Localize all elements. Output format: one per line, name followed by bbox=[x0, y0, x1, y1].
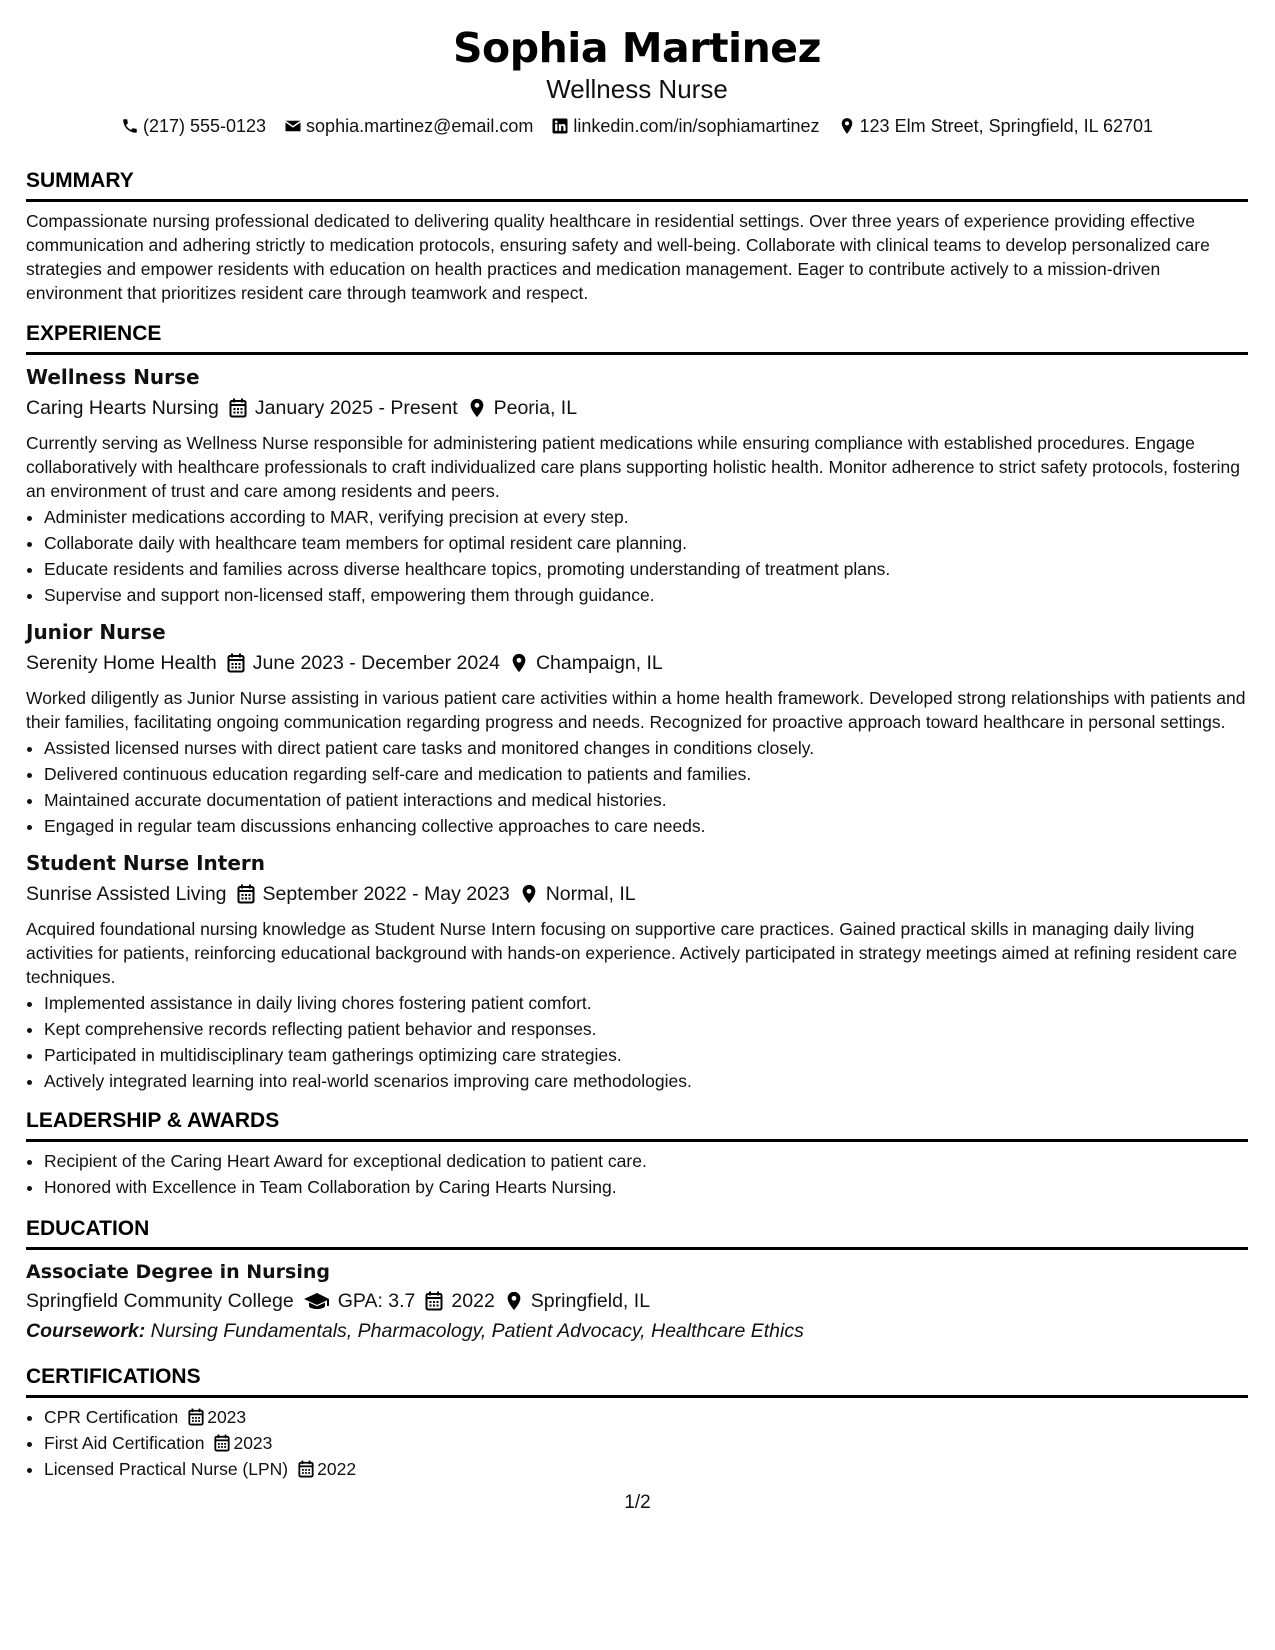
linkedin-icon bbox=[551, 117, 569, 135]
job-title: Student Nurse Intern bbox=[26, 851, 266, 875]
phone-icon bbox=[121, 117, 139, 135]
phone-text: (217) 555-0123 bbox=[142, 116, 267, 136]
coursework bbox=[26, 1316, 1248, 1346]
leadership-list bbox=[26, 1148, 1248, 1200]
job-bullet: • Educate residents and families across diverse healthcare topics, promoting understanding of treatment plans. bbox=[44, 556, 1248, 582]
job-dates-text: September 2022 - May 2023 bbox=[262, 883, 510, 905]
summary-heading: SUMMARY bbox=[26, 168, 1248, 202]
job-title: Junior Nurse bbox=[26, 620, 166, 644]
calendar-icon bbox=[237, 884, 255, 904]
experience-section bbox=[26, 321, 1248, 1094]
map-pin-icon bbox=[468, 398, 486, 418]
certification-date bbox=[214, 1430, 272, 1456]
certification-year: 2023 bbox=[233, 1433, 273, 1453]
candidate-name: Sophia Martinez bbox=[453, 24, 821, 72]
email-text: sophia.martinez@email.com bbox=[306, 116, 534, 136]
resume-header bbox=[26, 0, 1248, 138]
linkedin-text: linkedin.com/in/sophiamartinez bbox=[573, 116, 820, 136]
experience-heading: EXPERIENCE bbox=[26, 321, 1248, 355]
certification-year: 2022 bbox=[317, 1459, 357, 1479]
job-entry bbox=[26, 363, 1248, 608]
graduation-cap-icon bbox=[304, 1291, 330, 1311]
gpa-text: GPA: 3.7 bbox=[337, 1290, 416, 1312]
certification-name: • First Aid Certification bbox=[44, 1433, 205, 1453]
certification-item bbox=[44, 1456, 1248, 1482]
certification-date bbox=[298, 1456, 356, 1482]
job-bullet: • Collaborate daily with healthcare team members for optimal resident care planning. bbox=[44, 530, 1248, 556]
job-location-text: Champaign, IL bbox=[535, 652, 663, 674]
job-dates bbox=[237, 879, 510, 909]
map-pin-icon bbox=[520, 884, 538, 904]
job-bullet: • Participated in multidisciplinary team gatherings optimizing care strategies. bbox=[44, 1042, 1248, 1068]
contact-linkedin[interactable] bbox=[551, 114, 819, 138]
job-meta bbox=[26, 879, 1248, 909]
contact-row bbox=[26, 114, 1248, 138]
job-bullet: • Administer medications according to MAR, verifying precision at every step. bbox=[44, 504, 1248, 530]
calendar-icon bbox=[188, 1408, 204, 1426]
envelope-icon bbox=[284, 117, 302, 135]
education-year bbox=[425, 1286, 494, 1316]
job-company: Sunrise Assisted Living bbox=[26, 883, 227, 905]
job-bullet: • Maintained accurate documentation of patient interactions and medical histories. bbox=[44, 787, 1248, 813]
contact-phone bbox=[121, 114, 266, 138]
certification-item bbox=[44, 1430, 1248, 1456]
job-bullets bbox=[26, 990, 1248, 1094]
calendar-icon bbox=[298, 1460, 314, 1478]
award-item: • Honored with Excellence in Team Collaboration by Caring Hearts Nursing. bbox=[44, 1174, 1248, 1200]
certification-name: • CPR Certification bbox=[44, 1407, 179, 1427]
job-company: Caring Hearts Nursing bbox=[26, 397, 219, 419]
job-description: Acquired foundational nursing knowledge as Student Nurse Intern focusing on supportive care practices. Gained practical skills in managing daily living activities for patients, reinforcing educational background with hands-on experience. Actively participated in strategy meetings aimed at refining resident care techniques. bbox=[26, 919, 1238, 987]
job-bullet: • Delivered continuous education regarding self-care and medication to patients and families. bbox=[44, 761, 1248, 787]
education-meta bbox=[26, 1286, 1248, 1316]
job-company: Serenity Home Health bbox=[26, 652, 217, 674]
job-bullet: • Assisted licensed nurses with direct patient care tasks and monitored changes in conditions closely. bbox=[44, 735, 1248, 761]
certification-year: 2023 bbox=[207, 1407, 247, 1427]
calendar-icon bbox=[425, 1291, 443, 1311]
job-dates bbox=[229, 393, 458, 423]
job-meta bbox=[26, 648, 1248, 678]
job-bullet: • Engaged in regular team discussions enhancing collective approaches to care needs. bbox=[44, 813, 1248, 839]
job-meta bbox=[26, 393, 1248, 423]
certification-item bbox=[44, 1404, 1248, 1430]
job-entry bbox=[26, 849, 1248, 1094]
calendar-icon bbox=[227, 653, 245, 673]
candidate-title: Wellness Nurse bbox=[546, 74, 728, 104]
summary-section bbox=[26, 168, 1248, 305]
leadership-section bbox=[26, 1108, 1248, 1200]
education-year-text: 2022 bbox=[451, 1290, 495, 1312]
certification-date bbox=[188, 1404, 246, 1430]
leadership-heading: LEADERSHIP & AWARDS bbox=[26, 1108, 1248, 1142]
coursework-label: Coursework: bbox=[26, 1320, 146, 1342]
job-bullet: • Supervise and support non-licensed staff, empowering them through guidance. bbox=[44, 582, 1248, 608]
certification-name: • Licensed Practical Nurse (LPN) bbox=[44, 1459, 289, 1479]
education-section bbox=[26, 1216, 1248, 1346]
degree-title: Associate Degree in Nursing bbox=[26, 1261, 330, 1283]
education-location bbox=[505, 1286, 650, 1316]
calendar-icon bbox=[214, 1434, 230, 1452]
map-pin-icon bbox=[510, 653, 528, 673]
job-entry bbox=[26, 618, 1248, 839]
job-description: Currently serving as Wellness Nurse responsible for administering patient medications while ensuring compliance with established procedures. Engage collaboratively with healthcare professionals to craft individualized care plans supporting holistic health. Monitor adherence to strict safety protocols, fostering an environment of trust and care among residents and peers. bbox=[26, 433, 1240, 501]
job-location-text: Normal, IL bbox=[545, 883, 636, 905]
job-dates bbox=[227, 648, 500, 678]
address-text: 123 Elm Street, Springfield, IL 62701 bbox=[859, 116, 1154, 136]
job-location bbox=[468, 393, 577, 423]
job-location-text: Peoria, IL bbox=[493, 397, 578, 419]
job-title: Wellness Nurse bbox=[26, 365, 200, 389]
job-dates-text: June 2023 - December 2024 bbox=[252, 652, 500, 674]
resume-page bbox=[26, 0, 1248, 1482]
school-name: Springfield Community College bbox=[26, 1290, 294, 1312]
job-bullets bbox=[26, 504, 1248, 608]
map-pin-icon bbox=[505, 1291, 523, 1311]
contact-address bbox=[838, 114, 1154, 138]
job-location bbox=[520, 879, 636, 909]
education-heading: EDUCATION bbox=[26, 1216, 1248, 1250]
job-bullet: • Kept comprehensive records reflecting patient behavior and responses. bbox=[44, 1016, 1248, 1042]
job-description: Worked diligently as Junior Nurse assisting in various patient care activities within a home health framework. Developed strong relationships with patients and their families, facilitating ongoing communication regarding progress and needs. Recognized for proactive approach toward healthcare in personal settings. bbox=[26, 688, 1246, 732]
map-pin-icon bbox=[838, 117, 856, 135]
certifications-list bbox=[26, 1404, 1248, 1482]
certifications-heading: CERTIFICATIONS bbox=[26, 1364, 1248, 1398]
job-dates-text: January 2025 - Present bbox=[254, 397, 458, 419]
gpa bbox=[304, 1286, 416, 1316]
calendar-icon bbox=[229, 398, 247, 418]
page-number: 1/2 bbox=[624, 1492, 651, 1513]
job-bullet: • Actively integrated learning into real-world scenarios improving care methodologies. bbox=[44, 1068, 1248, 1094]
award-item: • Recipient of the Caring Heart Award for exceptional dedication to patient care. bbox=[44, 1148, 1248, 1174]
job-bullets bbox=[26, 735, 1248, 839]
certifications-section bbox=[26, 1364, 1248, 1482]
contact-email[interactable] bbox=[284, 114, 533, 138]
job-location bbox=[510, 648, 663, 678]
education-location-text: Springfield, IL bbox=[530, 1290, 651, 1312]
coursework-text: Nursing Fundamentals, Pharmacology, Patient Advocacy, Healthcare Ethics bbox=[150, 1320, 804, 1342]
job-bullet: • Implemented assistance in daily living chores fostering patient comfort. bbox=[44, 990, 1248, 1016]
summary-text: Compassionate nursing professional dedicated to delivering quality healthcare in residential settings. Over three years of experience providing effective communication and adhering strictly to medication protocols, ensuring safety and well-being. Collaborate with clinical teams to develop personalized care strategies and empower residents with education on health practices and medication management. Eager to contribute actively to a mission-driven environment that prioritizes resident care through teamwork and respect. bbox=[26, 211, 1210, 303]
